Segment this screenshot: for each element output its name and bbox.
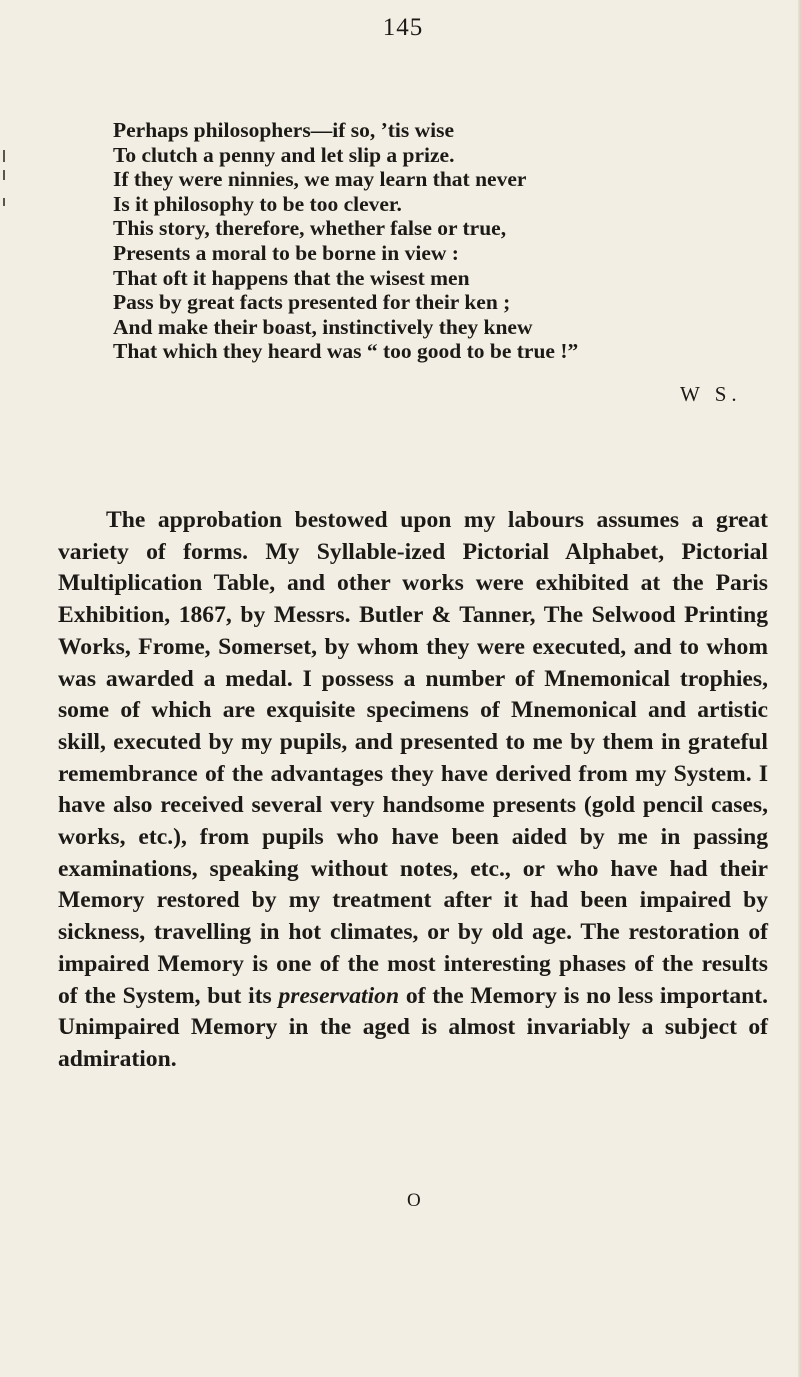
poem-line: Presents a moral to be borne in view : — [113, 240, 459, 265]
poem-line: Pass by great facts presented for their ken ; — [113, 290, 511, 315]
paragraph-text-end: of the Memory is no less important. Unimpaired Memory in the aged is almost invariably a subject of admiration. — [58, 982, 768, 1072]
paragraph-italic-word: preservation — [278, 982, 400, 1009]
margin-mark — [3, 198, 5, 206]
poem-line: Perhaps philosophers—if so, ’tis wise — [113, 118, 455, 142]
printer-signature-mark: O — [407, 1190, 421, 1211]
body-paragraph — [58, 505, 768, 1076]
poem-line: If they were ninnies, we may learn that never — [113, 167, 527, 192]
poem-line: And make their boast, instinctively they knew — [113, 314, 533, 339]
paragraph-text: The approbation bestowed upon my labours assumes a great variety of forms. My Syllable-ized Pictorial Alphabet, Pictorial Multiplication Table, and other works were exhibited at the Paris Exhibition, 1867, by Messrs. Butler & Tanner, The Selwood Printing Works, Frome, Somerset, by whom they were executed, and to whom was awarded a medal. I possess a number of Mnemonical trophies, some of which are exquisite specimens of Mnemonical and artistic skill, executed by my pupils, and presented to me by them in grateful remembrance of the advantages they have derived from my System. I have also received several very handsome presents (gold pencil cases, works, etc.), from pupils who have been aided by me in passing examinations, speaking without notes, etc., or who have had their Memory restored by my treatment after it had been impaired by sickness, travelling in hot climates, or by old age. The restoration of impaired Memory is one of the most interesting phases of the results of the System, but its — [58, 507, 768, 1009]
poem-signature: W S. — [680, 382, 742, 406]
poem — [113, 118, 753, 364]
page-number: 145 — [382, 14, 424, 41]
margin-mark — [3, 150, 5, 162]
poem-line: That oft it happens that the wisest men — [113, 265, 470, 290]
poem-line: To clutch a penny and let slip a prize. — [113, 142, 455, 167]
poem-line: Is it philosophy to be too clever. — [113, 191, 402, 216]
poem-line: This story, therefore, whether false or true, — [113, 216, 507, 241]
margin-mark — [3, 170, 5, 180]
poem-line: That which they heard was “ too good to be true !” — [113, 339, 579, 364]
